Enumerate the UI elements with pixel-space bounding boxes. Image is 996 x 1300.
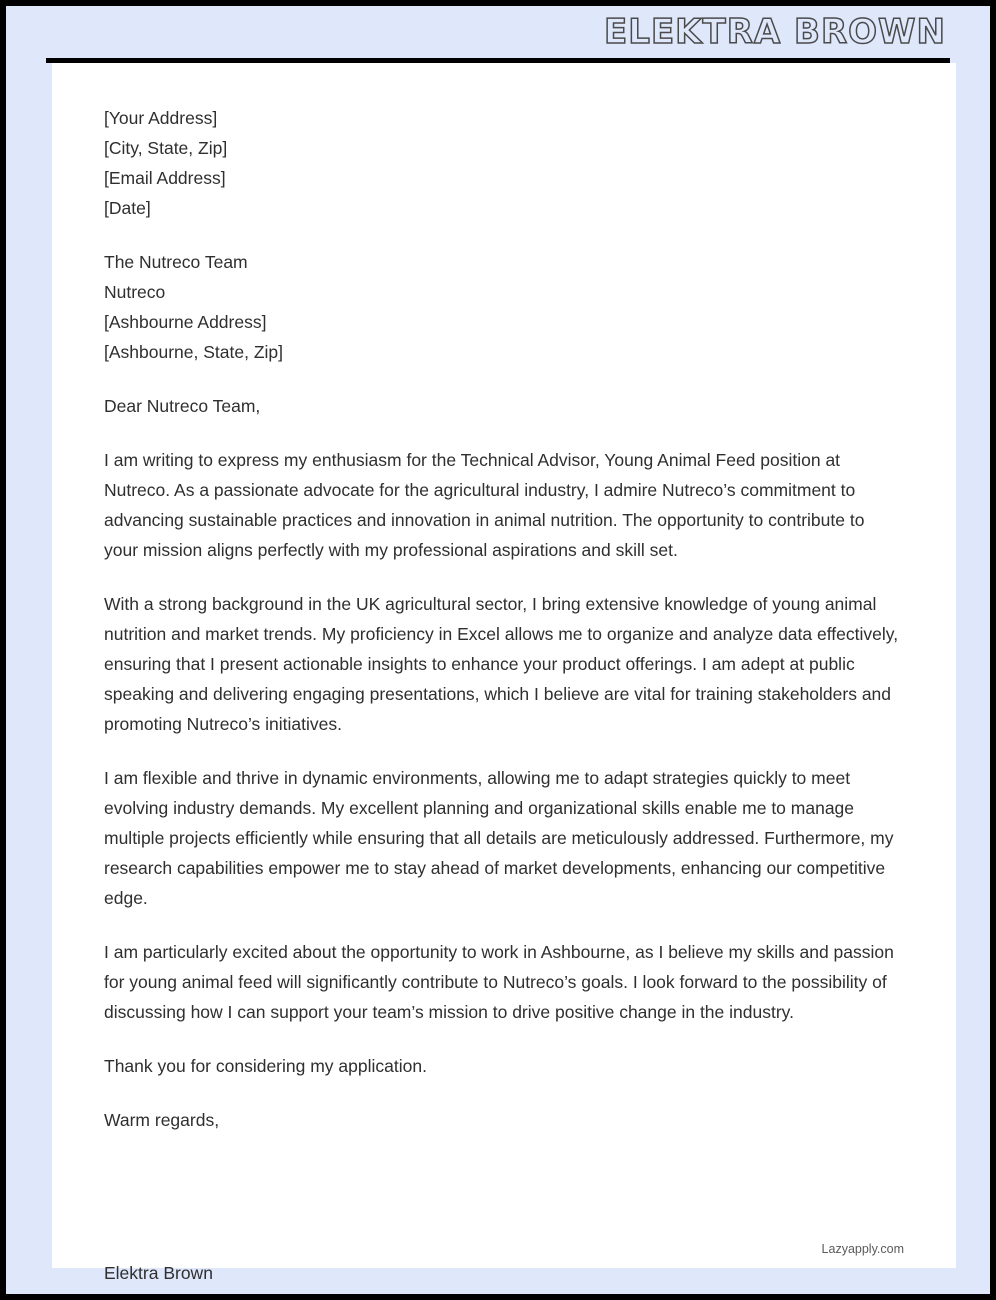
paragraph-intro: I am writing to express my enthusiasm for the Technical Advisor, Young Animal Feed position at Nutreco. As a passionate advocate for the agricultural industry, I admire Nutreco’s commitment to advancing sustainable practices and innovation in animal nutrition. The opportunity to contribute to your mission aligns perfectly with my professional aspirations and skill set. [104,450,865,560]
recipient-city-line: [Ashbourne, State, Zip] [104,342,283,362]
signature-name: Elektra Brown [104,1263,213,1283]
page-header [6,6,990,58]
sender-city-line: [City, State, Zip] [104,138,228,158]
recipient-address-line: [Ashbourne Address] [104,312,267,332]
sender-email-line: [Email Address] [104,168,226,188]
recipient-team-line: The Nutreco Team [104,252,248,272]
recipient-address-block [104,247,900,367]
salutation: Dear Nutreco Team, [104,396,261,416]
paragraph-thanks: Thank you for considering my application. [104,1056,427,1076]
paragraph-background: With a strong background in the UK agricultural sector, I bring extensive knowledge of young animal nutrition and market trends. My proficiency in Excel allows me to organize and analyze data effectively, ensuring that I present actionable insights to enhance your product offerings. I am adept at public speaking and delivering engaging presentations, which I believe are vital for training stakeholders and promoting Nutreco’s initiatives. [104,594,899,734]
sender-address-line: [Your Address] [104,108,218,128]
paragraph-location: I am particularly excited about the opportunity to work in Ashbourne, as I believe my skills and passion for young animal feed will significantly contribute to Nutreco’s goals. I look forward to the possibility of discussing how I can support your team’s mission to drive positive change in the industry. [104,942,894,1022]
paragraph-skills: I am flexible and thrive in dynamic environments, allowing me to adapt strategies quickly to meet evolving industry demands. My excellent planning and organizational skills enable me to manage multiple projects efficiently while ensuring that all details are meticulously addressed. Furthermore, my research capabilities empower me to stay ahead of market developments, enhancing our competitive edge. [104,768,894,908]
sender-address-block [104,103,900,223]
recipient-company-line: Nutreco [104,282,166,302]
closing: Warm regards, [104,1110,220,1130]
sender-date-line: [Date] [104,198,151,218]
page-title: ELEKTRA BROWN [604,12,946,52]
watermark: Lazyapply.com [821,1242,904,1256]
letter-body [52,63,956,1268]
